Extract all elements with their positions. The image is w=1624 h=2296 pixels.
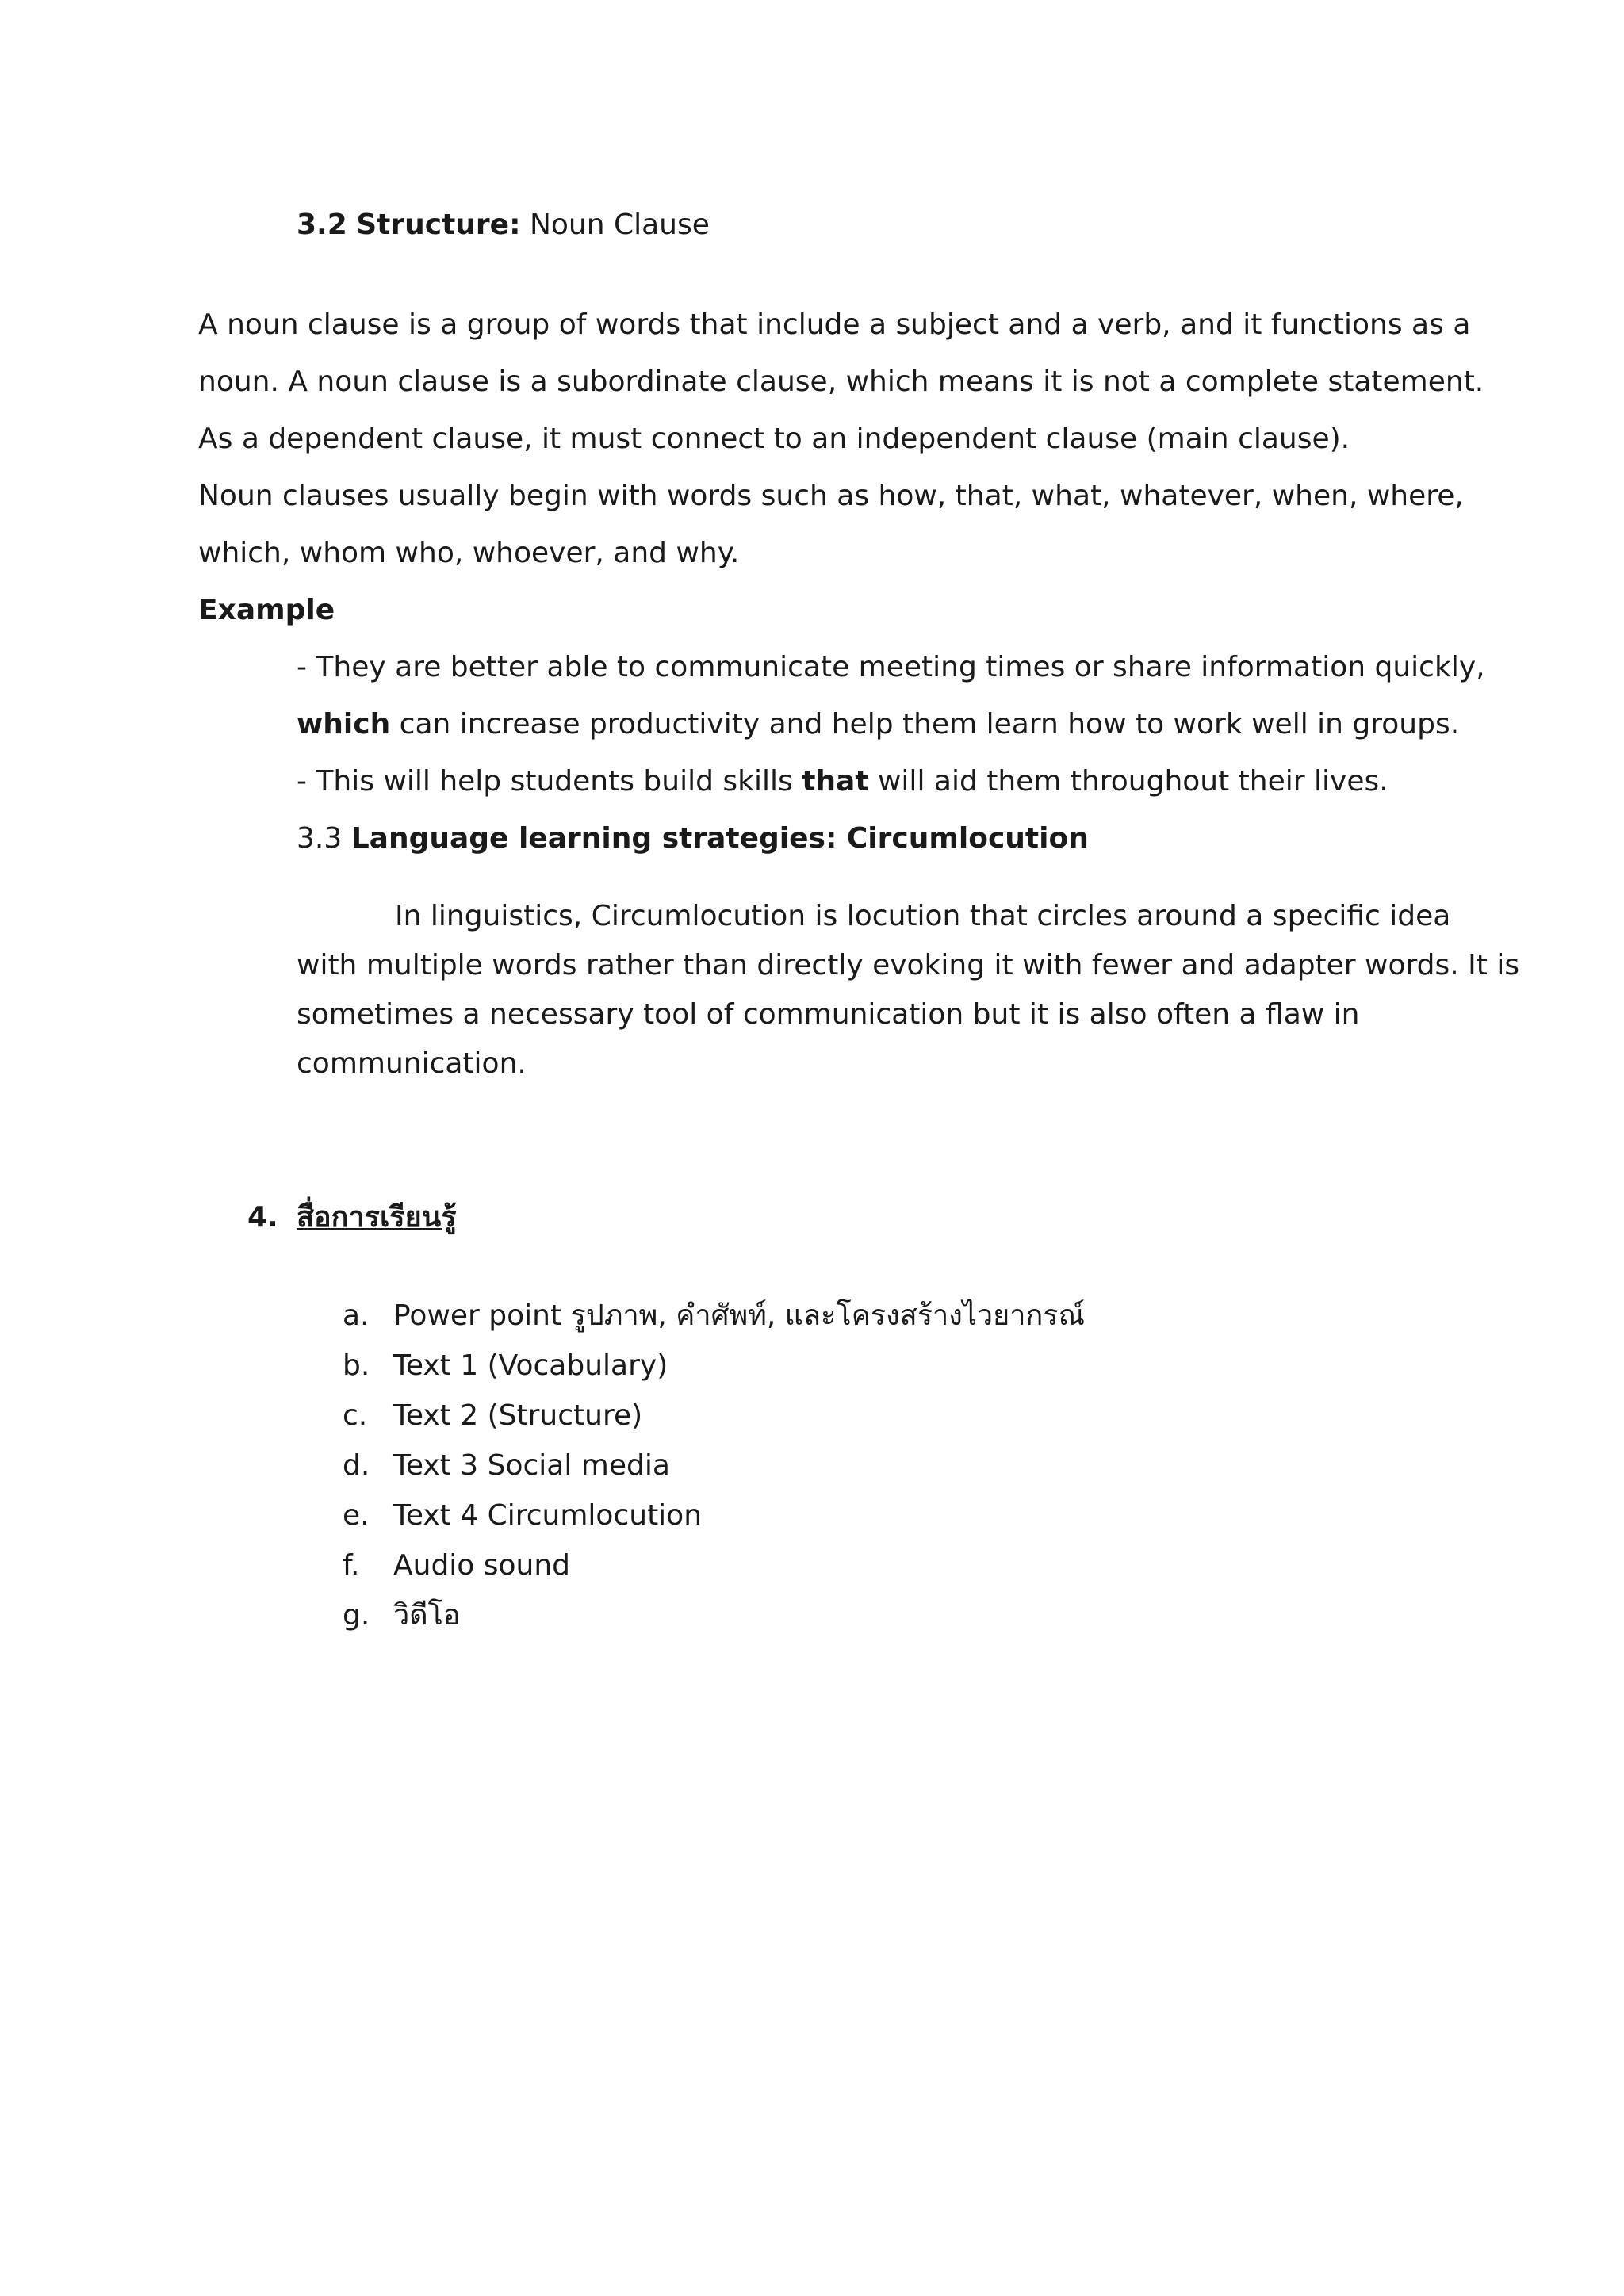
list-item (343, 1397, 642, 1435)
list-item (343, 1497, 702, 1535)
intro-line-2: noun. A noun clause is a subordinate clause, which means it is not a complete statement. (198, 365, 1484, 398)
list-text: Text 2 (Structure) (393, 1399, 643, 1432)
example-2-keyword: that (802, 765, 869, 798)
list-text: Power point รูปภาพ, คำศัพท์, และโครงสร้างไวยากรณ์ (393, 1299, 1085, 1332)
list-marker: f. (343, 1549, 360, 1582)
section-4-heading (247, 1199, 457, 1237)
example-1-line-1: - They are better able to communicate meeting times or share information quickly, (297, 651, 1485, 683)
list-text: Text 3 Social media (393, 1449, 670, 1482)
list-marker: g. (343, 1599, 370, 1632)
section-4-title: สื่อการเรียนรู้ (297, 1201, 457, 1234)
section-3-2-heading (297, 206, 710, 244)
section-3-3-number: 3.3 (297, 822, 343, 855)
list-text: Text 1 (Vocabulary) (393, 1349, 668, 1382)
circumlocution-line-4: communication. (297, 1047, 527, 1080)
example-heading: Example (198, 594, 335, 626)
intro-line-5: which, whom who, whoever, and why. (198, 537, 740, 569)
list-text: Audio sound (393, 1549, 571, 1582)
circumlocution-line-2: with multiple words rather than directly evoking it with fewer and adapter words. It is (297, 949, 1520, 982)
section-4-number: 4. (247, 1201, 278, 1234)
list-marker: c. (343, 1399, 368, 1432)
section-3-2-label: Structure: (356, 209, 521, 241)
list-item (343, 1447, 670, 1485)
example-1-line-2 (297, 706, 1459, 744)
intro-line-3: As a dependent clause, it must connect to an independent clause (main clause). (198, 423, 1350, 455)
list-item (343, 1297, 1085, 1335)
list-marker: a. (343, 1299, 370, 1332)
circumlocution-line-3: sometimes a necessary tool of communication but it is also often a flaw in (297, 998, 1360, 1031)
example-1-keyword: which (297, 708, 391, 740)
list-marker: b. (343, 1349, 370, 1382)
example-2-pre: - This will help students build skills (297, 765, 802, 798)
circumlocution-line-1: In linguistics, Circumlocution is locution that circles around a specific idea (395, 900, 1451, 932)
list-marker: d. (343, 1449, 370, 1482)
section-3-3-heading (297, 820, 1089, 858)
list-text: Text 4 Circumlocution (393, 1499, 703, 1532)
list-marker: e. (343, 1499, 370, 1532)
example-2-post: will aid them throughout their lives. (868, 765, 1388, 798)
list-item (343, 1347, 668, 1385)
example-2-line (297, 763, 1388, 801)
section-3-2-title: Noun Clause (529, 209, 710, 241)
example-1-rest: can increase productivity and help them learn how to work well in groups. (390, 708, 1460, 740)
list-item (343, 1547, 570, 1585)
section-3-2-number: 3.2 (297, 209, 347, 241)
intro-line-1: A noun clause is a group of words that include a subject and a verb, and it functions as a (198, 308, 1471, 341)
list-text: วิดีโอ (393, 1599, 461, 1632)
intro-line-4: Noun clauses usually begin with words such as how, that, what, whatever, when, where, (198, 480, 1464, 512)
list-item (343, 1597, 461, 1635)
section-3-3-title: Language learning strategies: Circumlocution (350, 822, 1089, 855)
